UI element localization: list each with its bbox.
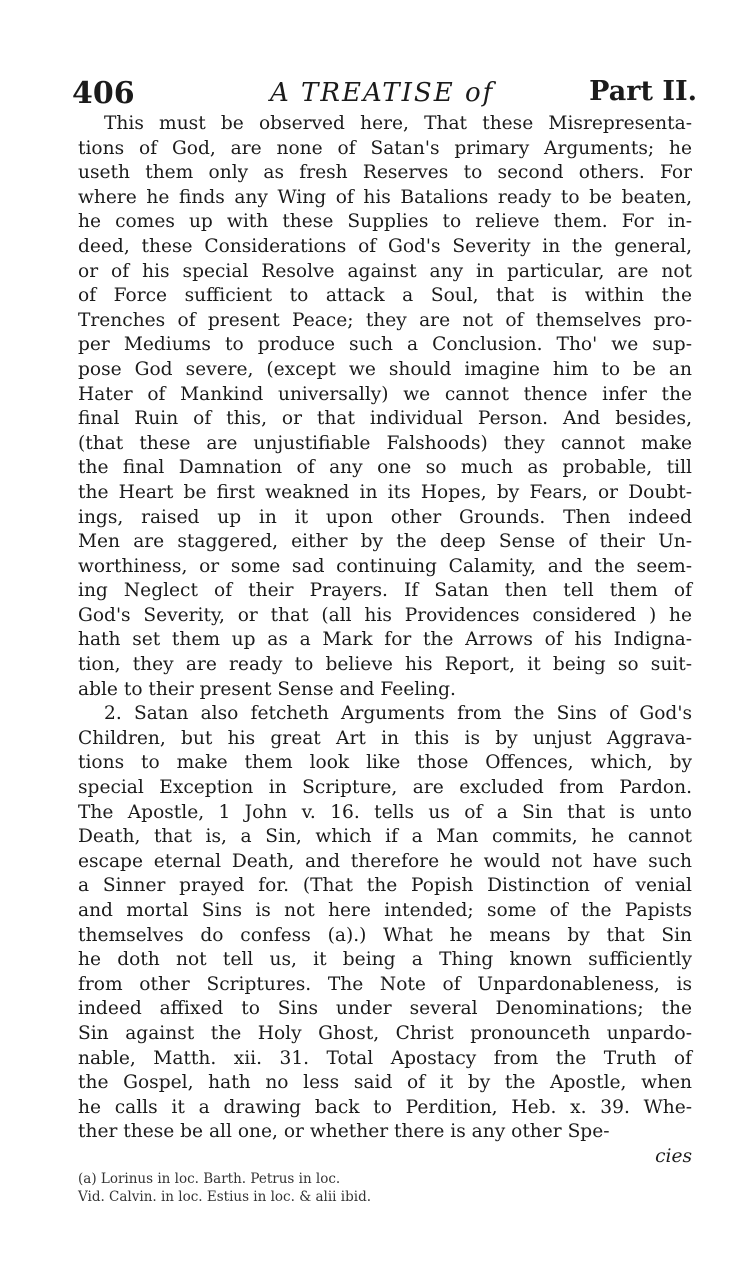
- text-line: This must be observed here, That these Misrepresenta-: [104, 113, 692, 134]
- text-line: deed, these Considerations of God's Severity in the general,: [78, 235, 692, 257]
- text-line: final Ruin of this, or that individual Person. And besides,: [78, 408, 692, 430]
- text-line: 2. Satan also fetcheth Arguments from the Sins of God's: [104, 703, 692, 725]
- text-line: ings, raised up in it upon other Grounds. Then indeed: [78, 506, 692, 528]
- text-line: or of his special Resolve against any in particular, are not: [78, 260, 692, 282]
- text-line: Death, that is, a Sin, which if a Man commits, he cannot: [78, 826, 692, 848]
- text-line: The Apostle, 1 John v. 16. tells us of a Sin that is unto: [78, 801, 692, 823]
- text-line: special Exception in Scripture, are excluded from Pardon.: [78, 777, 692, 799]
- text-line: per Mediums to produce such a Conclusion. Tho' we sup-: [78, 334, 692, 356]
- text-line: ther these be all one, or whether there is any other Spe-: [78, 1121, 610, 1143]
- text-line: Hater of Mankind universally) we cannot thence infer the: [78, 383, 692, 405]
- text-line: of Force sufficient to attack a Soul, that is within the: [78, 285, 692, 307]
- footnotes: [78, 1170, 688, 1206]
- body-text: [78, 112, 692, 1170]
- footnote-line: Vid. Calvin. in loc. Estius in loc. & alii ibid.: [78, 1189, 372, 1205]
- text-line: ing Neglect of their Prayers. If Satan then tell them of: [78, 580, 692, 602]
- text-line: useth them only as fresh Reserves to second others. For: [78, 162, 692, 184]
- text-line: he calls it a drawing back to Perdition, Heb. x. 39. Whe-: [78, 1096, 692, 1118]
- text-line: tions of God, are none of Satan's primary Arguments; he: [78, 137, 692, 159]
- text-line: the final Damnation of any one so much as probable, till: [78, 457, 692, 479]
- part-label: Part II.: [589, 76, 697, 107]
- text-line: tions to make them look like those Offences, which, by: [78, 752, 692, 774]
- page-number: 406: [72, 76, 135, 111]
- text-line: themselves do confess (a).) What he means by that Sin: [78, 924, 692, 946]
- text-line: he comes up with these Supplies to relieve them. For in-: [78, 211, 692, 233]
- text-line: Trenches of present Peace; they are not of themselves pro-: [78, 309, 692, 331]
- text-line: indeed affixed to Sins under several Denominations; the: [78, 998, 692, 1020]
- text-line: the Heart be first weakned in its Hopes, by Fears, or Doubt-: [78, 481, 692, 503]
- text-line: and mortal Sins is not here intended; some of the Papists: [78, 900, 692, 921]
- text-line: he doth not tell us, it being a Thing known sufficiently: [78, 949, 692, 971]
- text-line: tion, they are ready to believe his Report, it being so suit-: [78, 654, 692, 676]
- text-line: able to their present Sense and Feeling.: [78, 678, 456, 700]
- text-line: hath set them up as a Mark for the Arrows of his Indigna-: [78, 629, 692, 651]
- text-line: from other Scriptures. The Note of Unpardonableness, is: [78, 973, 692, 995]
- text-line: where he finds any Wing of his Batalions ready to be beaten,: [78, 186, 692, 208]
- running-header: [72, 76, 697, 110]
- text-line: Sin against the Holy Ghost, Christ pronounceth unpardo-: [78, 1022, 692, 1044]
- text-line: the Gospel, hath no less said of it by the Apostle, when: [78, 1072, 692, 1094]
- running-title: A TREATISE of: [270, 78, 495, 108]
- catchword: cies: [655, 1145, 692, 1167]
- text-line: escape eternal Death, and therefore he would not have such: [78, 850, 692, 872]
- text-line: (that these are unjustifiable Falshoods) they cannot make: [78, 432, 692, 454]
- footnote-line: (a) Lorinus in loc. Barth. Petrus in loc.: [78, 1171, 341, 1187]
- text-line: God's Severity, or that (all his Providences considered ) he: [78, 604, 692, 626]
- text-line: Men are staggered, either by the deep Sense of their Un-: [78, 531, 692, 553]
- text-line: pose God severe, (except we should imagine him to be an: [78, 358, 692, 380]
- text-line: nable, Matth. xii. 31. Total Apostacy from the Truth of: [78, 1047, 692, 1069]
- text-line: Children, but his great Art in this is by unjust Aggrava-: [78, 727, 692, 749]
- text-line: worthiness, or some sad continuing Calamity, and the seem-: [78, 555, 692, 577]
- text-line: a Sinner prayed for. (That the Popish Distinction of venial: [78, 875, 692, 897]
